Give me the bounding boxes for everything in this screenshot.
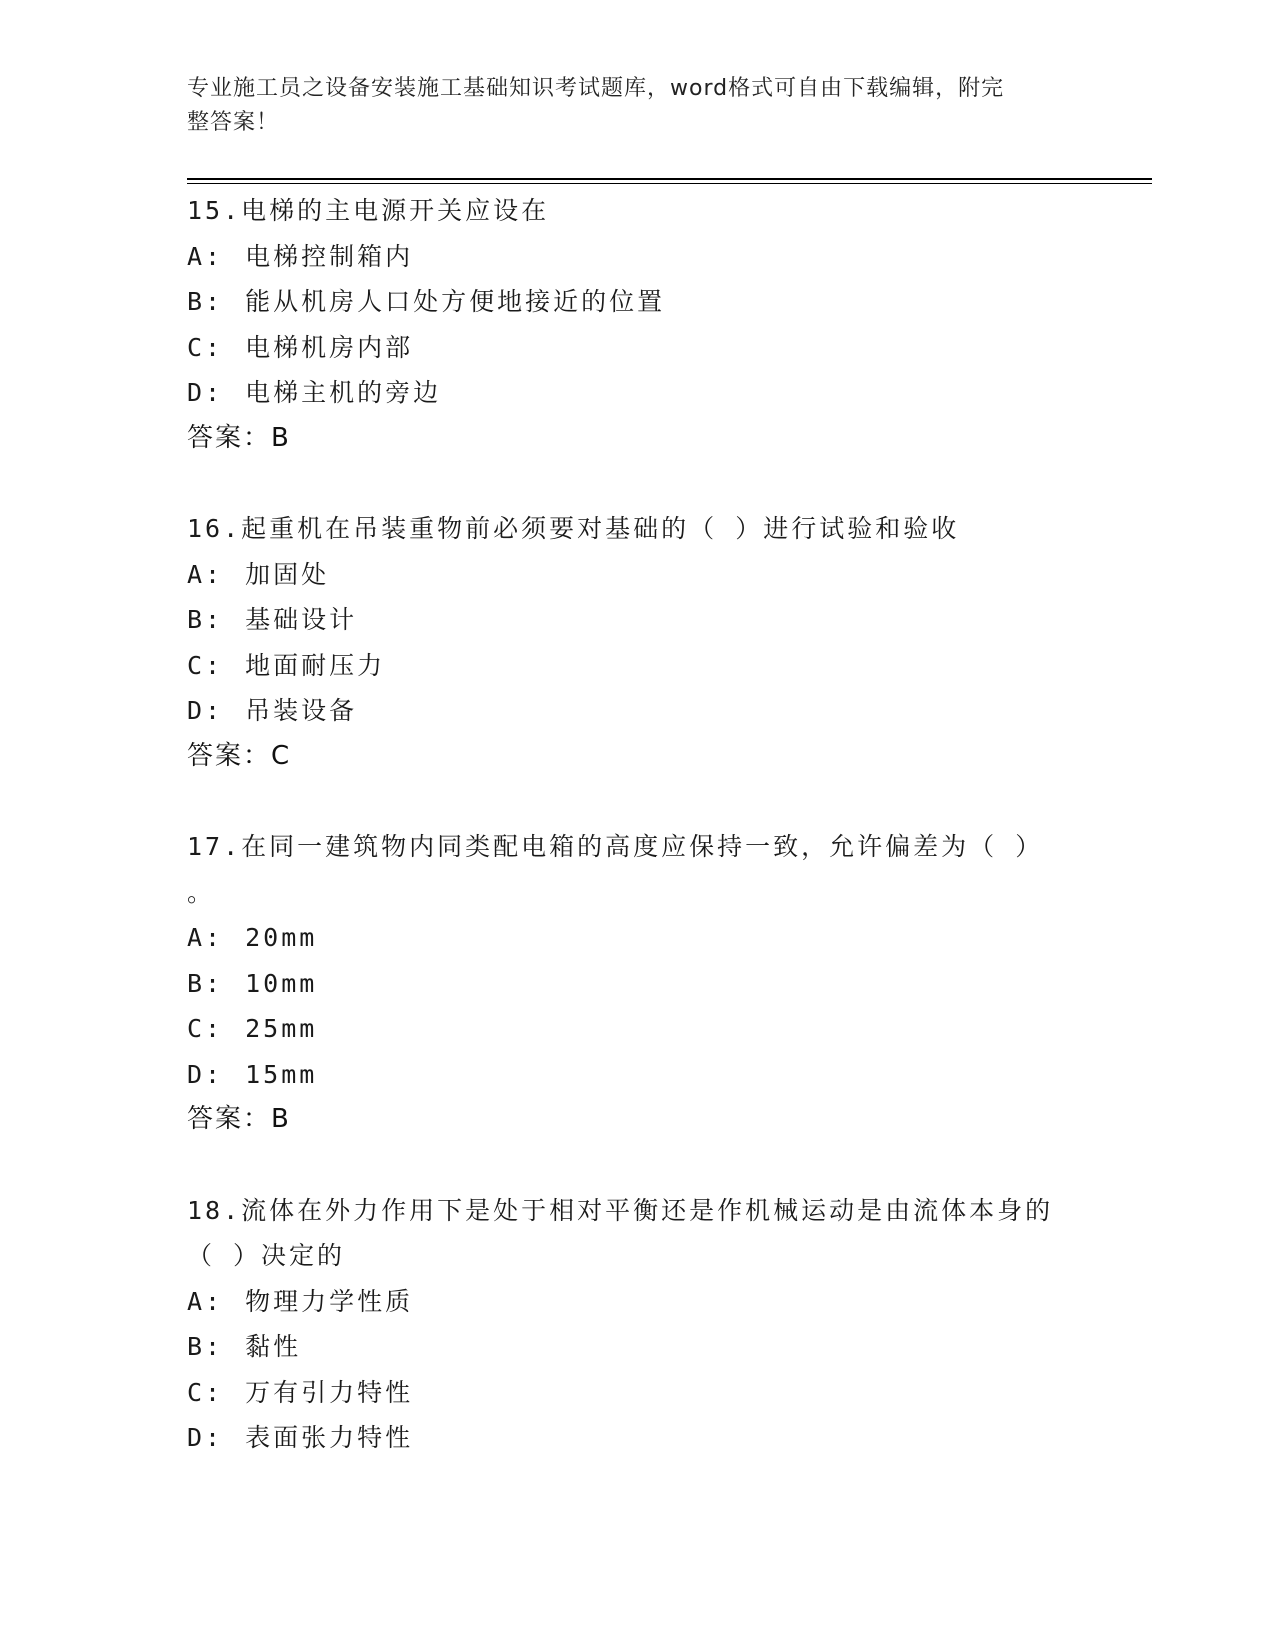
header-title-line-1: 专业施工员之设备安装施工基础知识考试题库，word格式可自由下载编辑，附完 — [187, 76, 1005, 101]
option-key: B: — [187, 605, 224, 634]
option-d — [187, 688, 1147, 734]
header-title-line-2: 整答案！ — [187, 110, 280, 135]
option-a — [187, 234, 1147, 280]
option-text: 15mm — [245, 1059, 318, 1089]
question-list — [187, 188, 1147, 1506]
option-text: 表面张力特性 — [245, 1423, 414, 1452]
question-stem: 18.流体在外力作用下是处于相对平衡还是作机械运动是由流体本身的 — [187, 1195, 1054, 1225]
option-text: 加固处 — [245, 559, 330, 589]
option-text: 物理力学性质 — [245, 1286, 414, 1316]
question-stem: 17.在同一建筑物内同类配电箱的高度应保持一致，允许偏差为（ ） — [187, 832, 1044, 861]
option-text: 电梯主机的旁边 — [245, 378, 442, 407]
option-text: 电梯控制箱内 — [245, 241, 414, 271]
option-text: 基础设计 — [245, 605, 358, 634]
option-text: 20mm — [245, 923, 318, 952]
header-divider-thick — [187, 178, 1152, 180]
question-17 — [187, 824, 1147, 1143]
document-header — [187, 72, 1067, 140]
option-d — [187, 1415, 1147, 1461]
option-a — [187, 552, 1147, 598]
option-key: D: — [187, 1059, 224, 1089]
option-d — [187, 1052, 1147, 1098]
question-stem: 16.起重机在吊装重物前必须要对基础的（ ）进行试验和验收 — [187, 514, 960, 543]
option-text: 25mm — [245, 1014, 318, 1043]
answer-label: 答案：B — [187, 422, 291, 453]
option-key: D: — [187, 696, 224, 725]
option-key: D: — [187, 1423, 224, 1452]
option-key: A: — [187, 1286, 224, 1316]
question-15 — [187, 188, 1147, 461]
question-stem: 15.电梯的主电源开关应设在 — [187, 196, 550, 225]
answer-label: 答案：B — [187, 1104, 291, 1134]
question-stem-continuation: （ ）决定的 — [187, 1241, 346, 1270]
question-16 — [187, 506, 1147, 779]
option-text: 10mm — [245, 968, 318, 998]
option-a — [187, 915, 1147, 961]
option-c — [187, 643, 1147, 689]
option-c — [187, 1006, 1147, 1052]
option-text: 吊装设备 — [245, 696, 358, 725]
answer-label: 答案：C — [187, 740, 292, 771]
option-b — [187, 279, 1147, 325]
option-text: 万有引力特性 — [245, 1377, 414, 1407]
option-key: C: — [187, 1014, 224, 1043]
option-key: A: — [187, 559, 224, 589]
option-text: 地面耐压力 — [245, 650, 386, 680]
option-key: C: — [187, 1377, 224, 1407]
option-key: A: — [187, 923, 224, 952]
option-b — [187, 1324, 1147, 1370]
option-a — [187, 1279, 1147, 1325]
header-divider-thin — [187, 183, 1152, 184]
option-key: C: — [187, 332, 224, 362]
option-text: 电梯机房内部 — [245, 332, 414, 362]
option-c — [187, 1370, 1147, 1416]
question-18 — [187, 1188, 1147, 1461]
option-key: B: — [187, 968, 224, 998]
option-b — [187, 597, 1147, 643]
option-key: D: — [187, 378, 224, 407]
option-c — [187, 325, 1147, 371]
option-key: B: — [187, 1332, 224, 1361]
question-stem-continuation: 。 — [187, 877, 216, 907]
option-key: C: — [187, 650, 224, 680]
option-d — [187, 370, 1147, 416]
option-b — [187, 961, 1147, 1007]
option-key: A: — [187, 241, 224, 271]
option-key: B: — [187, 287, 224, 316]
option-text: 能从机房人口处方便地接近的位置 — [245, 287, 666, 316]
option-text: 黏性 — [245, 1332, 302, 1361]
